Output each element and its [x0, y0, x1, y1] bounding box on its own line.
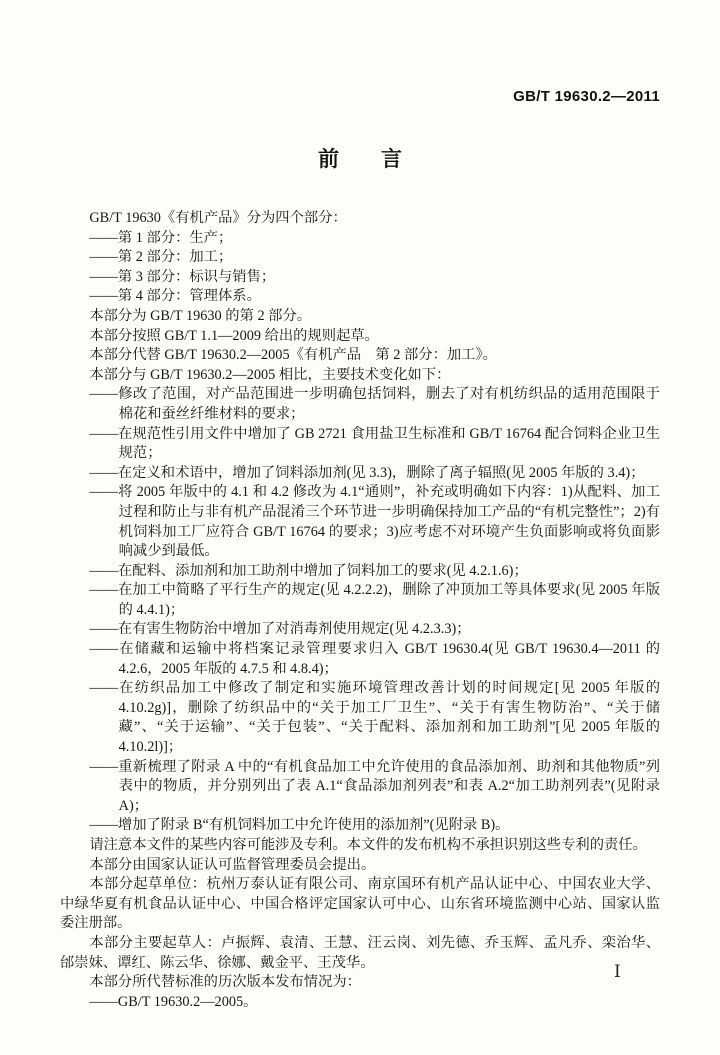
paragraph: 本部分为 GB/T 19630 的第 2 部分。	[89, 307, 312, 324]
paragraph: 本部分起草单位：杭州万泰认证有限公司、南京国环有机产品认证中心、中国农业大学、中绿华夏有机食品认证中心、中国合格评定国家认可中心、山东省环境监测中心站、国家认监委注册部。	[60, 876, 660, 932]
paragraph: 请注意本文件的某些内容可能涉及专利。本文件的发布机构不承担识别这些专利的责任。	[89, 837, 647, 853]
document-body	[60, 209, 660, 1012]
standard-code: GB/T 19630.2—2011	[513, 88, 660, 105]
paragraph: ——重新梳理了附录 A 中的“有机食品加工中允许使用的食品添加剂、助剂和其他物质”列表中的物质，并分别列出了表 A.1“食品添加剂列表”和表 A.2“加工助剂列表”(见附录 A)；	[89, 758, 660, 814]
paragraph: 本部分按照 GB/T 1.1—2009 给出的规则起草。	[89, 327, 379, 344]
paragraph: ——在配料、添加剂和加工助剂中增加了饲料加工的要求(见 4.2.1.6)；	[89, 562, 528, 579]
paragraph: ——在规范性引用文件中增加了 GB 2721 食用盐卫生标准和 GB/T 16764 配合饲料企业卫生规范；	[89, 425, 660, 462]
paragraph: 本部分与 GB/T 19630.2—2005 相比，主要技术变化如下：	[89, 366, 451, 383]
paragraph: 本部分由国家认证认可监督管理委员会提出。	[89, 856, 376, 873]
paragraph: GB/T 19630《有机产品》分为四个部分：	[89, 210, 347, 226]
paragraph: 本部分所代替标准的历次版本发布情况为：	[89, 974, 361, 991]
paragraph: ——在定义和术语中，增加了饲料添加剂(见 3.3)，删除了离子辐照(见 2005 年版的 3.4)；	[89, 464, 645, 481]
paragraph: ——修改了范围，对产品范围进一步明确包括饲料，删去了对有机纺织品的适用范围限于棉花和蚕丝纤维材料的要求；	[89, 386, 660, 422]
paragraph: ——第 2 部分：加工；	[89, 249, 233, 266]
paragraph: ——在有害生物防治中增加了对消毒剂使用规定(见 4.2.3.3)；	[89, 621, 471, 638]
paragraph: ——第 4 部分：管理体系。	[89, 288, 261, 305]
paragraph: ——在纺织品加工中修改了制定和实施环境管理改善计划的时间规定[见 2005 年版的 4.10.2g)]，删除了纺织品中的“关于加工厂卫生”、“关于有害生物防治”、“关于储藏”、“关于运输”、“关于包装”、“关于配料、添加剂和加工助剂”[见 2005 年版的 4.10.2l)]；	[89, 680, 660, 756]
paragraph: 本部分代替 GB/T 19630.2—2005《有机产品 第 2 部分：加工》。	[89, 347, 497, 364]
page-number: Ⅰ	[614, 962, 621, 981]
paragraph: ——在加工中简略了平行生产的规定(见 4.2.2.2)，删除了冲顶加工等具体要求(见 2005 年版的 4.4.1)；	[89, 582, 660, 618]
paragraph: ——在储藏和运输中将档案记录管理要求归入 GB/T 19630.4(见 GB/T 19630.4—2011 的 4.2.6，2005 年版的 4.7.5 和 4.8.4)；	[89, 641, 660, 677]
paragraph: ——第 3 部分：标识与销售；	[89, 268, 276, 285]
paragraph: ——第 1 部分：生产；	[89, 229, 233, 246]
page-title: 前 言	[318, 147, 402, 171]
paragraph: ——增加了附录 B“有机饲料加工中允许使用的添加剂”(见附录 B)。	[89, 817, 510, 834]
paragraph: 本部分主要起草人：卢振辉、袁清、王慧、汪云岗、刘先德、乔玉辉、孟凡乔、栾治华、邰崇妹、谭红、陈云华、徐娜、戴金平、王茂华。	[60, 934, 660, 971]
paragraph: ——将 2005 年版中的 4.1 和 4.2 修改为 4.1“通则”，补充或明确如下内容：1)从配料、加工过程和防止与非有机产品混淆三个环节进一步明确保持加工产品的“有机完整性”；2)有机饲料加工厂应符合 GB/T 16764 的要求；3)应考虑不对环境产生负面影响或将负面影响减少到最低。	[89, 484, 660, 560]
paragraph: ——GB/T 19630.2—2005。	[89, 993, 258, 1010]
